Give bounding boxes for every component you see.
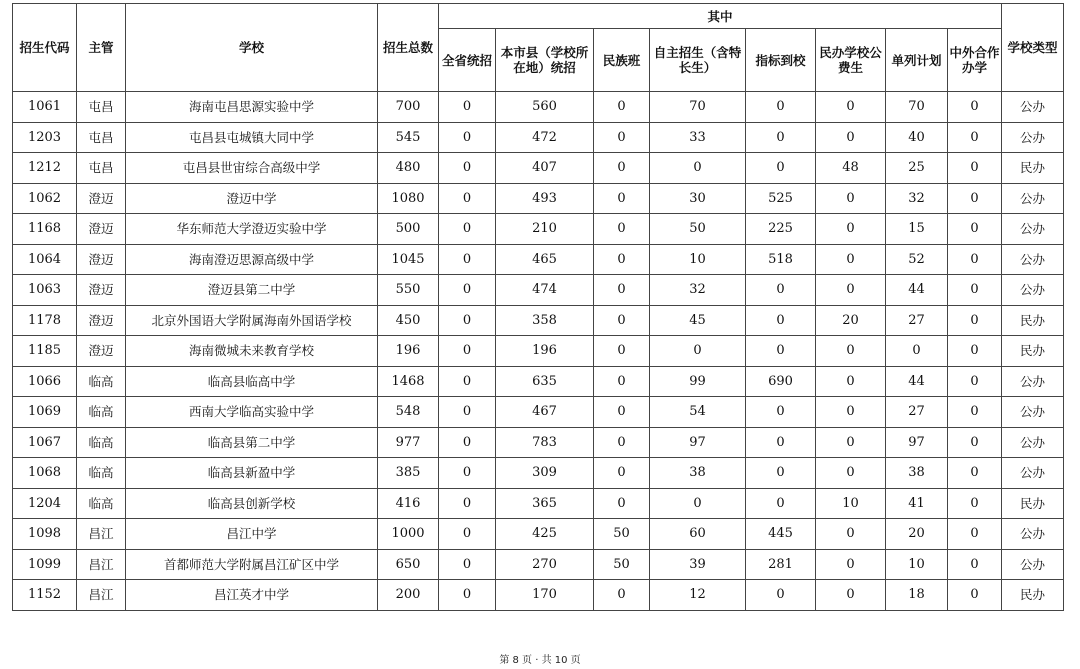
cell-total: 1468 [378,366,439,397]
cell-city: 783 [496,427,594,458]
cell-separate: 27 [886,305,948,336]
cell-private-public: 0 [816,397,886,428]
cell-code: 1099 [13,549,77,580]
cell-school: 昌江英才中学 [126,580,378,611]
table-row [13,488,1064,519]
cell-city: 560 [496,92,594,123]
cell-type: 公办 [1002,397,1064,428]
cell-separate: 52 [886,244,948,275]
cell-school: 澄迈县第二中学 [126,275,378,306]
header-type: 学校类型 [1002,4,1064,92]
cell-type: 公办 [1002,366,1064,397]
cell-quota: 0 [746,153,816,184]
cell-province: 0 [439,549,496,580]
cell-total: 550 [378,275,439,306]
cell-type: 公办 [1002,275,1064,306]
cell-private-public: 0 [816,122,886,153]
table-row [13,305,1064,336]
cell-admin: 澄迈 [77,244,126,275]
cell-separate: 15 [886,214,948,245]
table-row [13,214,1064,245]
cell-ethnic: 0 [594,275,650,306]
cell-quota: 0 [746,336,816,367]
cell-city: 472 [496,122,594,153]
cell-foreign: 0 [948,92,1002,123]
cell-code: 1204 [13,488,77,519]
cell-school: 昌江中学 [126,519,378,550]
cell-code: 1063 [13,275,77,306]
cell-private-public: 0 [816,519,886,550]
header-quota: 指标到校 [746,29,816,92]
cell-ethnic: 0 [594,122,650,153]
cell-type: 民办 [1002,305,1064,336]
header-school: 学校 [126,4,378,92]
cell-total: 1000 [378,519,439,550]
table-row [13,427,1064,458]
cell-total: 385 [378,458,439,489]
cell-city: 474 [496,275,594,306]
header-city: 本市县（学校所在地）统招 [496,29,594,92]
cell-quota: 0 [746,397,816,428]
cell-foreign: 0 [948,549,1002,580]
cell-total: 548 [378,397,439,428]
cell-total: 480 [378,153,439,184]
header-province: 全省统招 [439,29,496,92]
table-row [13,153,1064,184]
cell-independent: 45 [650,305,746,336]
cell-independent: 50 [650,214,746,245]
header-ethnic: 民族班 [594,29,650,92]
cell-quota: 690 [746,366,816,397]
cell-total: 200 [378,580,439,611]
cell-type: 民办 [1002,153,1064,184]
cell-school: 屯昌县屯城镇大同中学 [126,122,378,153]
cell-city: 196 [496,336,594,367]
cell-province: 0 [439,122,496,153]
cell-separate: 18 [886,580,948,611]
cell-ethnic: 0 [594,458,650,489]
cell-type: 民办 [1002,488,1064,519]
cell-admin: 昌江 [77,519,126,550]
cell-independent: 0 [650,336,746,367]
cell-city: 407 [496,153,594,184]
page-footer: 第 8 页 · 共 10 页 [499,655,581,666]
cell-type: 公办 [1002,244,1064,275]
cell-quota: 0 [746,122,816,153]
cell-admin: 临高 [77,366,126,397]
cell-type: 民办 [1002,336,1064,367]
cell-ethnic: 0 [594,580,650,611]
cell-admin: 临高 [77,427,126,458]
cell-private-public: 0 [816,549,886,580]
cell-admin: 澄迈 [77,214,126,245]
cell-quota: 525 [746,183,816,214]
cell-admin: 屯昌 [77,92,126,123]
cell-school: 临高县第二中学 [126,427,378,458]
cell-private-public: 48 [816,153,886,184]
cell-city: 210 [496,214,594,245]
table-row [13,275,1064,306]
cell-province: 0 [439,183,496,214]
cell-total: 650 [378,549,439,580]
cell-school: 临高县创新学校 [126,488,378,519]
cell-admin: 澄迈 [77,336,126,367]
cell-city: 425 [496,519,594,550]
cell-private-public: 20 [816,305,886,336]
header-admin: 主管 [77,4,126,92]
cell-code: 1152 [13,580,77,611]
table-row [13,183,1064,214]
cell-type: 公办 [1002,549,1064,580]
cell-total: 416 [378,488,439,519]
cell-admin: 澄迈 [77,275,126,306]
header-code: 招生代码 [13,4,77,92]
cell-separate: 25 [886,153,948,184]
cell-foreign: 0 [948,458,1002,489]
cell-separate: 70 [886,92,948,123]
cell-school: 海南屯昌思源实验中学 [126,92,378,123]
cell-private-public: 10 [816,488,886,519]
cell-foreign: 0 [948,183,1002,214]
cell-foreign: 0 [948,519,1002,550]
cell-quota: 0 [746,488,816,519]
cell-school: 北京外国语大学附属海南外国语学校 [126,305,378,336]
cell-type: 公办 [1002,519,1064,550]
cell-independent: 32 [650,275,746,306]
cell-city: 493 [496,183,594,214]
cell-code: 1067 [13,427,77,458]
header-total: 招生总数 [378,4,439,92]
cell-foreign: 0 [948,336,1002,367]
table-row [13,580,1064,611]
cell-total: 1045 [378,244,439,275]
cell-independent: 70 [650,92,746,123]
cell-ethnic: 0 [594,244,650,275]
cell-school: 临高县新盈中学 [126,458,378,489]
cell-foreign: 0 [948,397,1002,428]
cell-code: 1203 [13,122,77,153]
cell-type: 公办 [1002,427,1064,458]
cell-province: 0 [439,580,496,611]
cell-admin: 屯昌 [77,122,126,153]
cell-foreign: 0 [948,214,1002,245]
cell-province: 0 [439,519,496,550]
cell-ethnic: 0 [594,427,650,458]
cell-city: 270 [496,549,594,580]
cell-quota: 445 [746,519,816,550]
cell-school: 海南微城未来教育学校 [126,336,378,367]
cell-ethnic: 0 [594,153,650,184]
cell-separate: 0 [886,336,948,367]
cell-province: 0 [439,214,496,245]
cell-private-public: 0 [816,366,886,397]
cell-province: 0 [439,275,496,306]
header-independent: 自主招生（含特长生） [650,29,746,92]
cell-type: 民办 [1002,580,1064,611]
cell-school: 临高县临高中学 [126,366,378,397]
cell-total: 977 [378,427,439,458]
cell-independent: 38 [650,458,746,489]
cell-school: 海南澄迈思源高级中学 [126,244,378,275]
cell-independent: 54 [650,397,746,428]
cell-city: 465 [496,244,594,275]
cell-province: 0 [439,305,496,336]
cell-private-public: 0 [816,336,886,367]
cell-admin: 临高 [77,397,126,428]
cell-quota: 0 [746,580,816,611]
header-foreign: 中外合作办学 [948,29,1002,92]
cell-code: 1062 [13,183,77,214]
cell-private-public: 0 [816,214,886,245]
cell-foreign: 0 [948,366,1002,397]
cell-separate: 10 [886,549,948,580]
cell-separate: 40 [886,122,948,153]
cell-foreign: 0 [948,488,1002,519]
enrollment-plan-table [12,3,1064,611]
cell-private-public: 0 [816,458,886,489]
table-row [13,549,1064,580]
cell-total: 196 [378,336,439,367]
cell-private-public: 0 [816,580,886,611]
cell-city: 170 [496,580,594,611]
table-row [13,458,1064,489]
cell-separate: 41 [886,488,948,519]
cell-private-public: 0 [816,427,886,458]
table-body [13,92,1064,611]
cell-province: 0 [439,397,496,428]
cell-foreign: 0 [948,580,1002,611]
cell-code: 1069 [13,397,77,428]
cell-independent: 99 [650,366,746,397]
cell-separate: 44 [886,366,948,397]
cell-foreign: 0 [948,244,1002,275]
cell-province: 0 [439,458,496,489]
cell-province: 0 [439,92,496,123]
cell-admin: 临高 [77,458,126,489]
cell-admin: 屯昌 [77,153,126,184]
cell-province: 0 [439,336,496,367]
enrollment-table-wrapper [12,3,1063,611]
cell-code: 1068 [13,458,77,489]
cell-school: 华东师范大学澄迈实验中学 [126,214,378,245]
cell-city: 358 [496,305,594,336]
table-row [13,519,1064,550]
cell-ethnic: 0 [594,183,650,214]
cell-total: 545 [378,122,439,153]
cell-code: 1098 [13,519,77,550]
cell-province: 0 [439,427,496,458]
cell-private-public: 0 [816,244,886,275]
cell-city: 365 [496,488,594,519]
cell-independent: 12 [650,580,746,611]
cell-quota: 518 [746,244,816,275]
cell-city: 467 [496,397,594,428]
cell-ethnic: 0 [594,336,650,367]
cell-type: 公办 [1002,183,1064,214]
cell-separate: 38 [886,458,948,489]
cell-ethnic: 0 [594,305,650,336]
cell-quota: 0 [746,458,816,489]
table-row [13,397,1064,428]
cell-ethnic: 50 [594,549,650,580]
cell-type: 公办 [1002,92,1064,123]
cell-admin: 澄迈 [77,183,126,214]
cell-separate: 97 [886,427,948,458]
cell-ethnic: 0 [594,366,650,397]
cell-school: 澄迈中学 [126,183,378,214]
cell-independent: 97 [650,427,746,458]
cell-independent: 33 [650,122,746,153]
cell-admin: 临高 [77,488,126,519]
cell-independent: 0 [650,153,746,184]
cell-total: 450 [378,305,439,336]
cell-independent: 10 [650,244,746,275]
cell-code: 1212 [13,153,77,184]
cell-province: 0 [439,153,496,184]
cell-type: 公办 [1002,214,1064,245]
cell-quota: 0 [746,427,816,458]
cell-province: 0 [439,366,496,397]
header-among: 其中 [439,4,1002,29]
cell-city: 309 [496,458,594,489]
table-row [13,366,1064,397]
cell-code: 1185 [13,336,77,367]
cell-code: 1168 [13,214,77,245]
cell-school: 屯昌县世宙综合高级中学 [126,153,378,184]
cell-quota: 281 [746,549,816,580]
cell-separate: 27 [886,397,948,428]
cell-quota: 0 [746,305,816,336]
cell-independent: 60 [650,519,746,550]
cell-separate: 44 [886,275,948,306]
cell-private-public: 0 [816,183,886,214]
cell-school: 首都师范大学附属昌江矿区中学 [126,549,378,580]
table-row [13,92,1064,123]
table-row [13,336,1064,367]
cell-type: 公办 [1002,458,1064,489]
cell-ethnic: 0 [594,488,650,519]
cell-independent: 30 [650,183,746,214]
cell-school: 西南大学临高实验中学 [126,397,378,428]
cell-private-public: 0 [816,275,886,306]
cell-quota: 225 [746,214,816,245]
cell-quota: 0 [746,275,816,306]
cell-foreign: 0 [948,275,1002,306]
cell-foreign: 0 [948,122,1002,153]
cell-province: 0 [439,488,496,519]
cell-separate: 32 [886,183,948,214]
cell-total: 500 [378,214,439,245]
header-separate: 单列计划 [886,29,948,92]
cell-code: 1066 [13,366,77,397]
cell-admin: 昌江 [77,549,126,580]
cell-independent: 39 [650,549,746,580]
cell-total: 700 [378,92,439,123]
cell-private-public: 0 [816,92,886,123]
cell-ethnic: 0 [594,92,650,123]
cell-code: 1178 [13,305,77,336]
cell-type: 公办 [1002,122,1064,153]
cell-foreign: 0 [948,153,1002,184]
cell-province: 0 [439,244,496,275]
cell-separate: 20 [886,519,948,550]
cell-code: 1064 [13,244,77,275]
cell-admin: 澄迈 [77,305,126,336]
header-private-public: 民办学校公费生 [816,29,886,92]
cell-admin: 昌江 [77,580,126,611]
cell-ethnic: 50 [594,519,650,550]
cell-independent: 0 [650,488,746,519]
table-row [13,122,1064,153]
cell-total: 1080 [378,183,439,214]
table-row [13,244,1064,275]
cell-ethnic: 0 [594,397,650,428]
cell-code: 1061 [13,92,77,123]
cell-foreign: 0 [948,427,1002,458]
cell-ethnic: 0 [594,214,650,245]
cell-city: 635 [496,366,594,397]
cell-quota: 0 [746,92,816,123]
cell-foreign: 0 [948,305,1002,336]
